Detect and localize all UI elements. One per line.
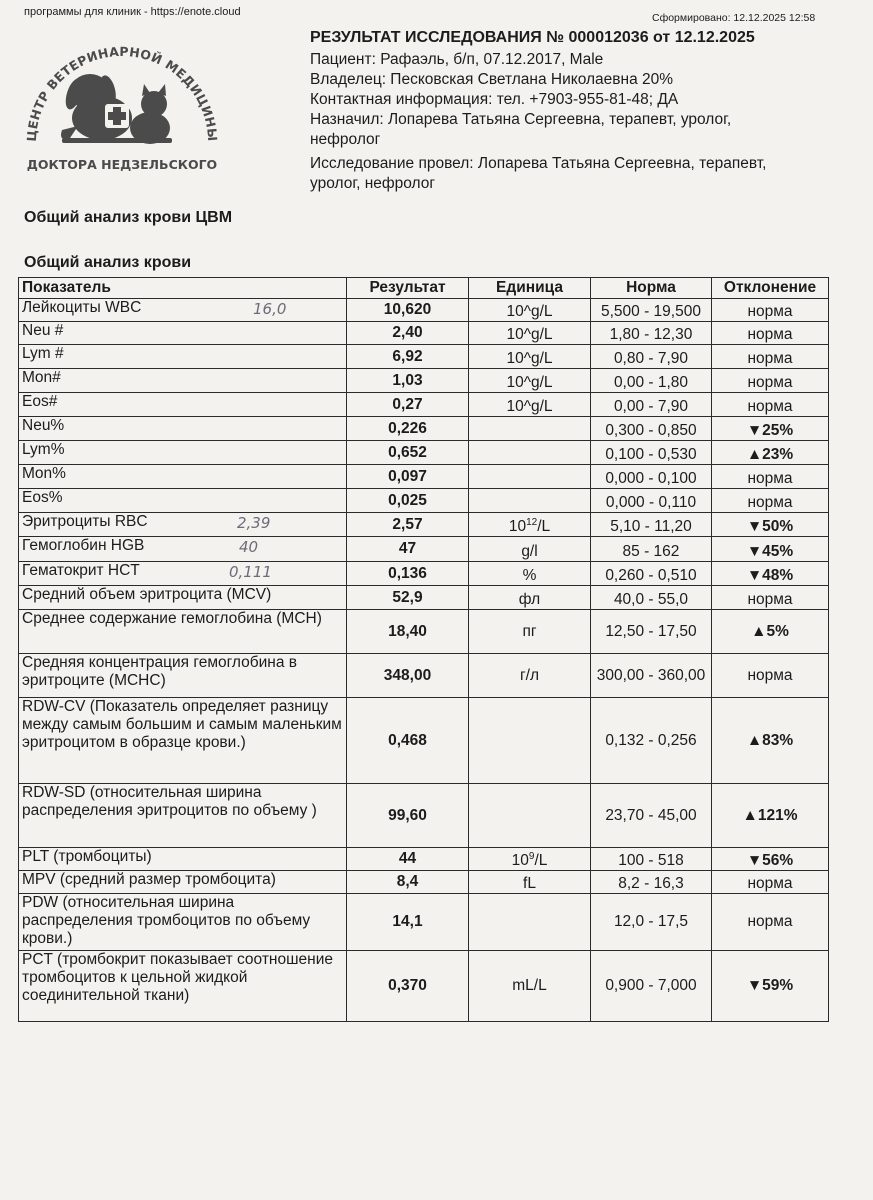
row-deviation: ▲23% — [712, 441, 829, 465]
table-row — [19, 489, 829, 513]
row-norm: 0,900 - 7,000 — [591, 951, 712, 1022]
handwritten-note: 16,0 — [253, 300, 287, 318]
row-name-cell — [19, 513, 347, 537]
contacts-line: Контактная информация: тел. +7903-955-81-48; ДА — [310, 91, 679, 108]
assigned-line-1: Назначил: Лопарева Татьяна Сергеевна, терапевт, уролог, — [310, 111, 732, 128]
table-row — [19, 951, 829, 1022]
row-deviation: норма — [712, 489, 829, 513]
row-name: Eos# — [22, 393, 58, 410]
row-norm: 23,70 - 45,00 — [591, 784, 712, 848]
row-unit: 10^g/L — [469, 322, 591, 345]
row-norm: 5,500 - 19,500 — [591, 299, 712, 322]
row-name-cell — [19, 871, 347, 894]
row-name-cell — [19, 441, 347, 465]
row-norm: 100 - 518 — [591, 848, 712, 871]
row-norm: 300,00 - 360,00 — [591, 654, 712, 698]
table-row — [19, 465, 829, 489]
row-name: PDW (относительная ширина распределения тромбоцитов по объему крови.) — [22, 894, 311, 947]
row-norm: 85 - 162 — [591, 537, 712, 562]
row-unit — [469, 698, 591, 784]
row-norm: 0,100 - 0,530 — [591, 441, 712, 465]
row-deviation: ▼56% — [712, 848, 829, 871]
row-name: Лейкоциты WBC — [22, 299, 142, 316]
table-row — [19, 322, 829, 345]
row-unit: фл — [469, 586, 591, 610]
row-norm: 5,10 - 11,20 — [591, 513, 712, 537]
row-name: Гематокрит HCT — [22, 562, 140, 579]
row-unit — [469, 784, 591, 848]
row-norm: 0,80 - 7,90 — [591, 345, 712, 369]
row-unit: g/l — [469, 537, 591, 562]
row-result: 0,097 — [347, 465, 469, 489]
row-name-cell — [19, 322, 347, 345]
row-unit — [469, 441, 591, 465]
row-unit: mL/L — [469, 951, 591, 1022]
clinic-logo — [22, 30, 222, 180]
row-deviation: норма — [712, 894, 829, 951]
row-result: 44 — [347, 848, 469, 871]
row-name-cell — [19, 417, 347, 441]
table-row — [19, 871, 829, 894]
row-result: 0,27 — [347, 393, 469, 417]
row-deviation: ▼25% — [712, 417, 829, 441]
table-row — [19, 784, 829, 848]
handwritten-note: 40 — [239, 538, 259, 556]
header-deviation: Отклонение — [712, 278, 829, 299]
row-result: 0,468 — [347, 698, 469, 784]
row-unit: пг — [469, 610, 591, 654]
medical-cross-icon — [105, 104, 129, 128]
table-row — [19, 369, 829, 393]
assigned-line-2: нефролог — [310, 131, 381, 148]
row-unit — [469, 489, 591, 513]
row-name-cell — [19, 369, 347, 393]
row-deviation: норма — [712, 654, 829, 698]
row-norm: 12,50 - 17,50 — [591, 610, 712, 654]
table-row — [19, 848, 829, 871]
row-name: Среднее содержание гемоглобина (MCH) — [22, 610, 322, 627]
row-deviation: норма — [712, 345, 829, 369]
table-row — [19, 345, 829, 369]
row-name: Neu # — [22, 322, 64, 339]
row-result: 0,370 — [347, 951, 469, 1022]
unit-base: 10 — [508, 518, 527, 535]
row-name-cell — [19, 654, 347, 698]
row-unit — [469, 894, 591, 951]
results-table — [18, 277, 829, 1022]
row-deviation: норма — [712, 369, 829, 393]
row-norm: 12,0 - 17,5 — [591, 894, 712, 951]
row-result: 52,9 — [347, 586, 469, 610]
row-deviation: ▼59% — [712, 951, 829, 1022]
row-deviation: норма — [712, 465, 829, 489]
table-row — [19, 698, 829, 784]
row-result: 0,226 — [347, 417, 469, 441]
row-norm: 0,00 - 7,90 — [591, 393, 712, 417]
row-deviation: ▲83% — [712, 698, 829, 784]
row-deviation: ▼50% — [712, 513, 829, 537]
row-name: Lym # — [22, 345, 64, 362]
row-result: 6,92 — [347, 345, 469, 369]
table-row — [19, 654, 829, 698]
row-result: 2,40 — [347, 322, 469, 345]
row-unit — [469, 465, 591, 489]
table-row — [19, 537, 829, 562]
table-row — [19, 610, 829, 654]
row-name-cell — [19, 610, 347, 654]
row-deviation: норма — [712, 299, 829, 322]
generated-timestamp: Сформировано: 12.12.2025 12:58 — [652, 12, 816, 24]
row-unit: % — [469, 562, 591, 586]
row-name: PLT (тромбоциты) — [22, 848, 152, 865]
row-name: Mon# — [22, 369, 61, 386]
row-result: 348,00 — [347, 654, 469, 698]
row-name: Mon% — [22, 465, 66, 482]
header-norm: Норма — [591, 278, 712, 299]
row-name: RDW-SD (относительная ширина распределения эритроцитов по объему ) — [22, 784, 317, 819]
table-row — [19, 441, 829, 465]
row-name: RDW-CV (Показатель определяет разницу между самым большим и самым маленьким эритроцитом в образце крови.) — [22, 698, 342, 751]
table-row — [19, 894, 829, 951]
row-deviation: ▲121% — [712, 784, 829, 848]
logo-bottom-text: ДОКТОРА НЕДЗЕЛЬСКОГО — [26, 157, 218, 172]
result-header — [310, 28, 855, 194]
row-name-cell — [19, 586, 347, 610]
performed-line-1: Исследование провел: Лопарева Татьяна Сергеевна, терапевт, — [310, 155, 767, 172]
row-norm: 40,0 - 55,0 — [591, 586, 712, 610]
row-deviation: норма — [712, 393, 829, 417]
row-result: 99,60 — [347, 784, 469, 848]
table-row — [19, 417, 829, 441]
row-name-cell — [19, 489, 347, 513]
unit-exponent: 12 — [526, 516, 538, 528]
row-norm: 8,2 - 16,3 — [591, 871, 712, 894]
row-name-cell — [19, 848, 347, 871]
source-link[interactable]: программы для клиник - https://enote.cloud — [24, 6, 241, 18]
row-deviation: норма — [712, 871, 829, 894]
row-result: 8,4 — [347, 871, 469, 894]
row-result: 0,025 — [347, 489, 469, 513]
row-name-cell — [19, 894, 347, 951]
logo-arc-text: ЦЕНТР ВЕТЕРИНАРНОЙ МЕДИЦИНЫ — [23, 43, 221, 142]
result-title: РЕЗУЛЬТАТ ИССЛЕДОВАНИЯ № 000012036 от 12.12.2025 — [310, 29, 755, 46]
unit-tail: /L — [534, 852, 548, 869]
row-deviation: ▼45% — [712, 537, 829, 562]
row-name-cell — [19, 393, 347, 417]
document-title: Общий анализ крови ЦВМ — [24, 209, 233, 226]
row-name: Средняя концентрация гемоглобина в эритроците (MCHC) — [22, 654, 298, 689]
row-deviation: ▲5% — [712, 610, 829, 654]
row-norm: 0,260 - 0,510 — [591, 562, 712, 586]
owner-line: Владелец: Песковская Светлана Николаевна 20% — [310, 71, 674, 88]
header-name: Показатель — [19, 278, 347, 299]
row-deviation: ▼48% — [712, 562, 829, 586]
unit-exponent: 9 — [528, 850, 535, 862]
row-unit: г/л — [469, 654, 591, 698]
row-name: Эритроциты RBC — [22, 513, 148, 530]
row-name-cell — [19, 698, 347, 784]
row-name-cell — [19, 951, 347, 1022]
handwritten-note: 2,39 — [237, 514, 271, 532]
row-result: 0,136 — [347, 562, 469, 586]
table-row — [19, 562, 829, 586]
row-result: 2,57 — [347, 513, 469, 537]
row-result: 1,03 — [347, 369, 469, 393]
row-unit: 10^g/L — [469, 345, 591, 369]
row-unit: 10^g/L — [469, 393, 591, 417]
row-unit — [469, 848, 591, 871]
row-name-cell — [19, 784, 347, 848]
table-header-row — [19, 278, 829, 299]
handwritten-note: 0,111 — [229, 563, 272, 581]
row-name-cell — [19, 537, 347, 562]
header-result: Результат — [347, 278, 469, 299]
row-deviation: норма — [712, 322, 829, 345]
performed-line-2: уролог, нефролог — [310, 175, 436, 192]
row-unit — [469, 417, 591, 441]
row-name: Гемоглобин HGB — [22, 537, 145, 554]
row-name: MPV (средний размер тромбоцита) — [22, 871, 276, 888]
row-name: Средний объем эритроцита (MCV) — [22, 586, 272, 603]
row-norm: 0,132 - 0,256 — [591, 698, 712, 784]
row-result: 18,40 — [347, 610, 469, 654]
patient-line: Пациент: Рафаэль, б/п, 07.12.2017, Male — [310, 51, 604, 68]
row-norm: 0,000 - 0,100 — [591, 465, 712, 489]
row-name-cell — [19, 562, 347, 586]
row-unit: fL — [469, 871, 591, 894]
row-name-cell — [19, 345, 347, 369]
row-name-cell — [19, 299, 347, 322]
row-name: Eos% — [22, 489, 63, 506]
row-unit: 10^g/L — [469, 369, 591, 393]
table-row — [19, 513, 829, 537]
row-norm: 0,000 - 0,110 — [591, 489, 712, 513]
row-name: PCT (тромбокрит показывает соотношение тромбоцитов к цельной жидкой соединительной ткани) — [22, 951, 333, 1004]
row-deviation: норма — [712, 586, 829, 610]
row-result: 10,620 — [347, 299, 469, 322]
row-result: 47 — [347, 537, 469, 562]
row-norm: 0,00 - 1,80 — [591, 369, 712, 393]
row-norm: 1,80 - 12,30 — [591, 322, 712, 345]
row-name-cell — [19, 465, 347, 489]
row-unit: 10^g/L — [469, 299, 591, 322]
table-row — [19, 393, 829, 417]
unit-tail: /L — [537, 518, 551, 535]
row-result: 0,652 — [347, 441, 469, 465]
row-norm: 0,300 - 0,850 — [591, 417, 712, 441]
unit-base: 10 — [511, 852, 529, 869]
row-name: Neu% — [22, 417, 65, 434]
table-title: Общий анализ крови — [24, 254, 192, 271]
row-name: Lym% — [22, 441, 65, 458]
row-unit — [469, 513, 591, 537]
row-result: 14,1 — [347, 894, 469, 951]
header-unit: Единица — [469, 278, 591, 299]
table-row — [19, 299, 829, 322]
table-row — [19, 586, 829, 610]
